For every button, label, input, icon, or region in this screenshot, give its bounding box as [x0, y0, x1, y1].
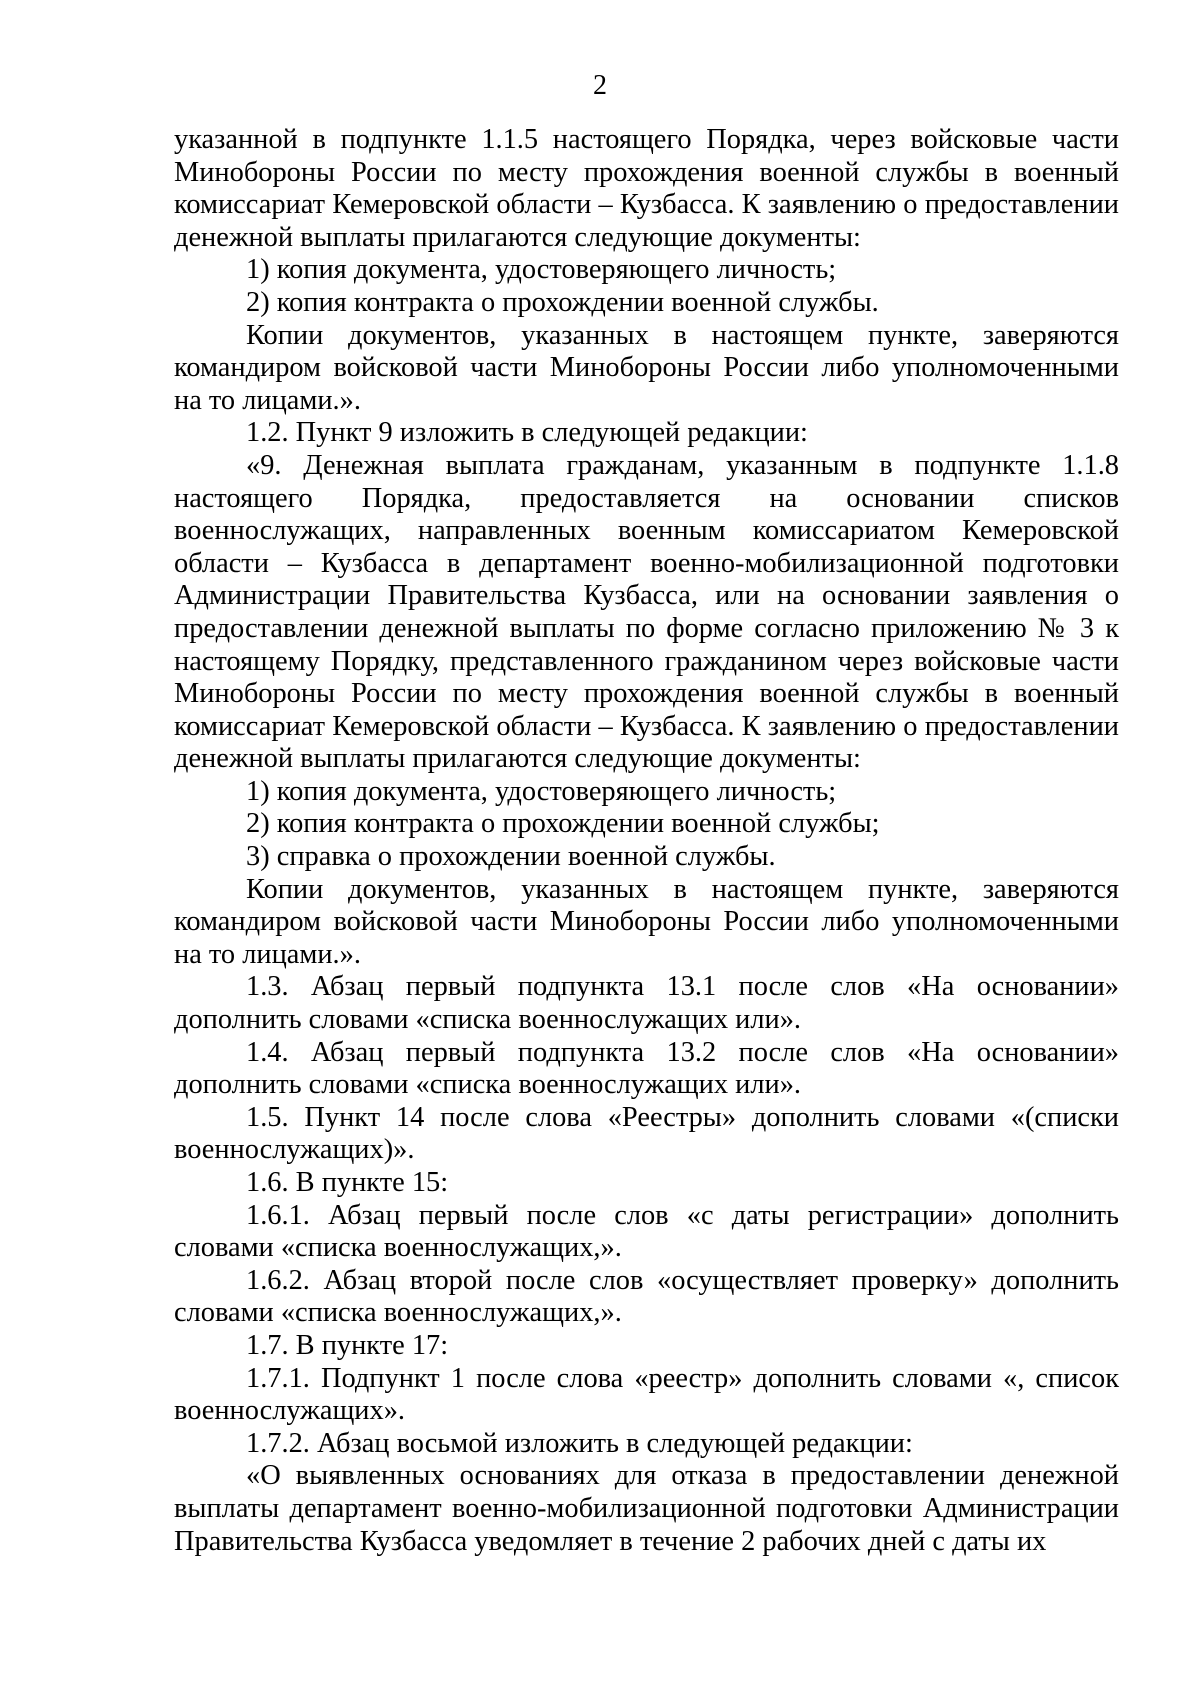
document-body — [174, 124, 1119, 1558]
section-heading: 1.6. В пункте 15: — [246, 1167, 449, 1198]
paragraph: 1.6.1. Абзац первый после слов «с даты регистрации» дополнить словами «списка военнослужащих,». — [174, 1199, 1119, 1264]
paragraph: 1.5. Пункт 14 после слова «Реестры» дополнить словами «(списки военнослужащих)». — [174, 1101, 1119, 1166]
paragraph: указанной в подпункте 1.1.5 настоящего Порядка, через войсковые части Минобороны России по месту прохождения военной службы в военный комиссариат Кемеровской области – Кузбасса. К заявлению о предоставлении денежной выплаты прилагаются следующие документы: — [174, 124, 1119, 253]
paragraph: «9. Денежная выплата гражданам, указанным в подпункте 1.1.8 настоящего Порядка, предоставляется на основании списков военнослужащих, направленных военным комиссариатом Кемеровской области – Кузбасса в департамент военно-мобилизационной подготовки Администрации Правительства Кузбасса, или на основании заявления о предоставлении денежной выплаты по форме согласно приложению № 3 к настоящему Порядку, представленного гражданином через войсковые части Минобороны России по месту прохождения военной службы в военный комиссариат Кемеровской области – Кузбасса. К заявлению о предоставлении денежной выплаты прилагаются следующие документы: — [174, 449, 1119, 775]
paragraph: 1.4. Абзац первый подпункта 13.2 после слов «На основании» дополнить словами «списка военнослужащих или». — [174, 1036, 1119, 1101]
paragraph: «О выявленных основаниях для отказа в предоставлении денежной выплаты департамент военно-мобилизационной подготовки Администрации Правительства Кузбасса уведомляет в течение 2 рабочих дней с даты их — [174, 1460, 1119, 1557]
section-heading: 1.7.2. Абзац восьмой изложить в следующей редакции: — [246, 1427, 913, 1459]
section-heading: 1.7. В пункте 17: — [246, 1329, 449, 1361]
paragraph: 1.3. Абзац первый подпункта 13.1 после слов «На основании» дополнить словами «списка военнослужащих или». — [174, 971, 1119, 1036]
paragraph: Копии документов, указанных в настоящем пункте, заверяются командиром войсковой части Минобороны России либо уполномоченными на то лицами.». — [174, 319, 1119, 416]
list-item: 1) копия документа, удостоверяющего личность; — [246, 254, 837, 286]
list-item: 2) копия контракта о прохождении военной службы. — [246, 286, 879, 318]
list-item: 3) справка о прохождении военной службы. — [246, 841, 776, 873]
list-item: 2) копия контракта о прохождении военной службы; — [246, 808, 880, 840]
page-number: 2 — [593, 70, 607, 101]
paragraph: 1.6.2. Абзац второй после слов «осуществляет проверку» дополнить словами «списка военнослужащих,». — [174, 1264, 1119, 1329]
paragraph: Копии документов, указанных в настоящем пункте, заверяются командиром войсковой части Минобороны России либо уполномоченными на то лицами.». — [174, 873, 1119, 970]
list-item: 1) копия документа, удостоверяющего личность; — [246, 775, 837, 807]
paragraph: 1.7.1. Подпункт 1 после слова «реестр» дополнить словами «, список военнослужащих». — [174, 1362, 1119, 1427]
section-heading: 1.2. Пункт 9 изложить в следующей редакции: — [246, 417, 808, 449]
